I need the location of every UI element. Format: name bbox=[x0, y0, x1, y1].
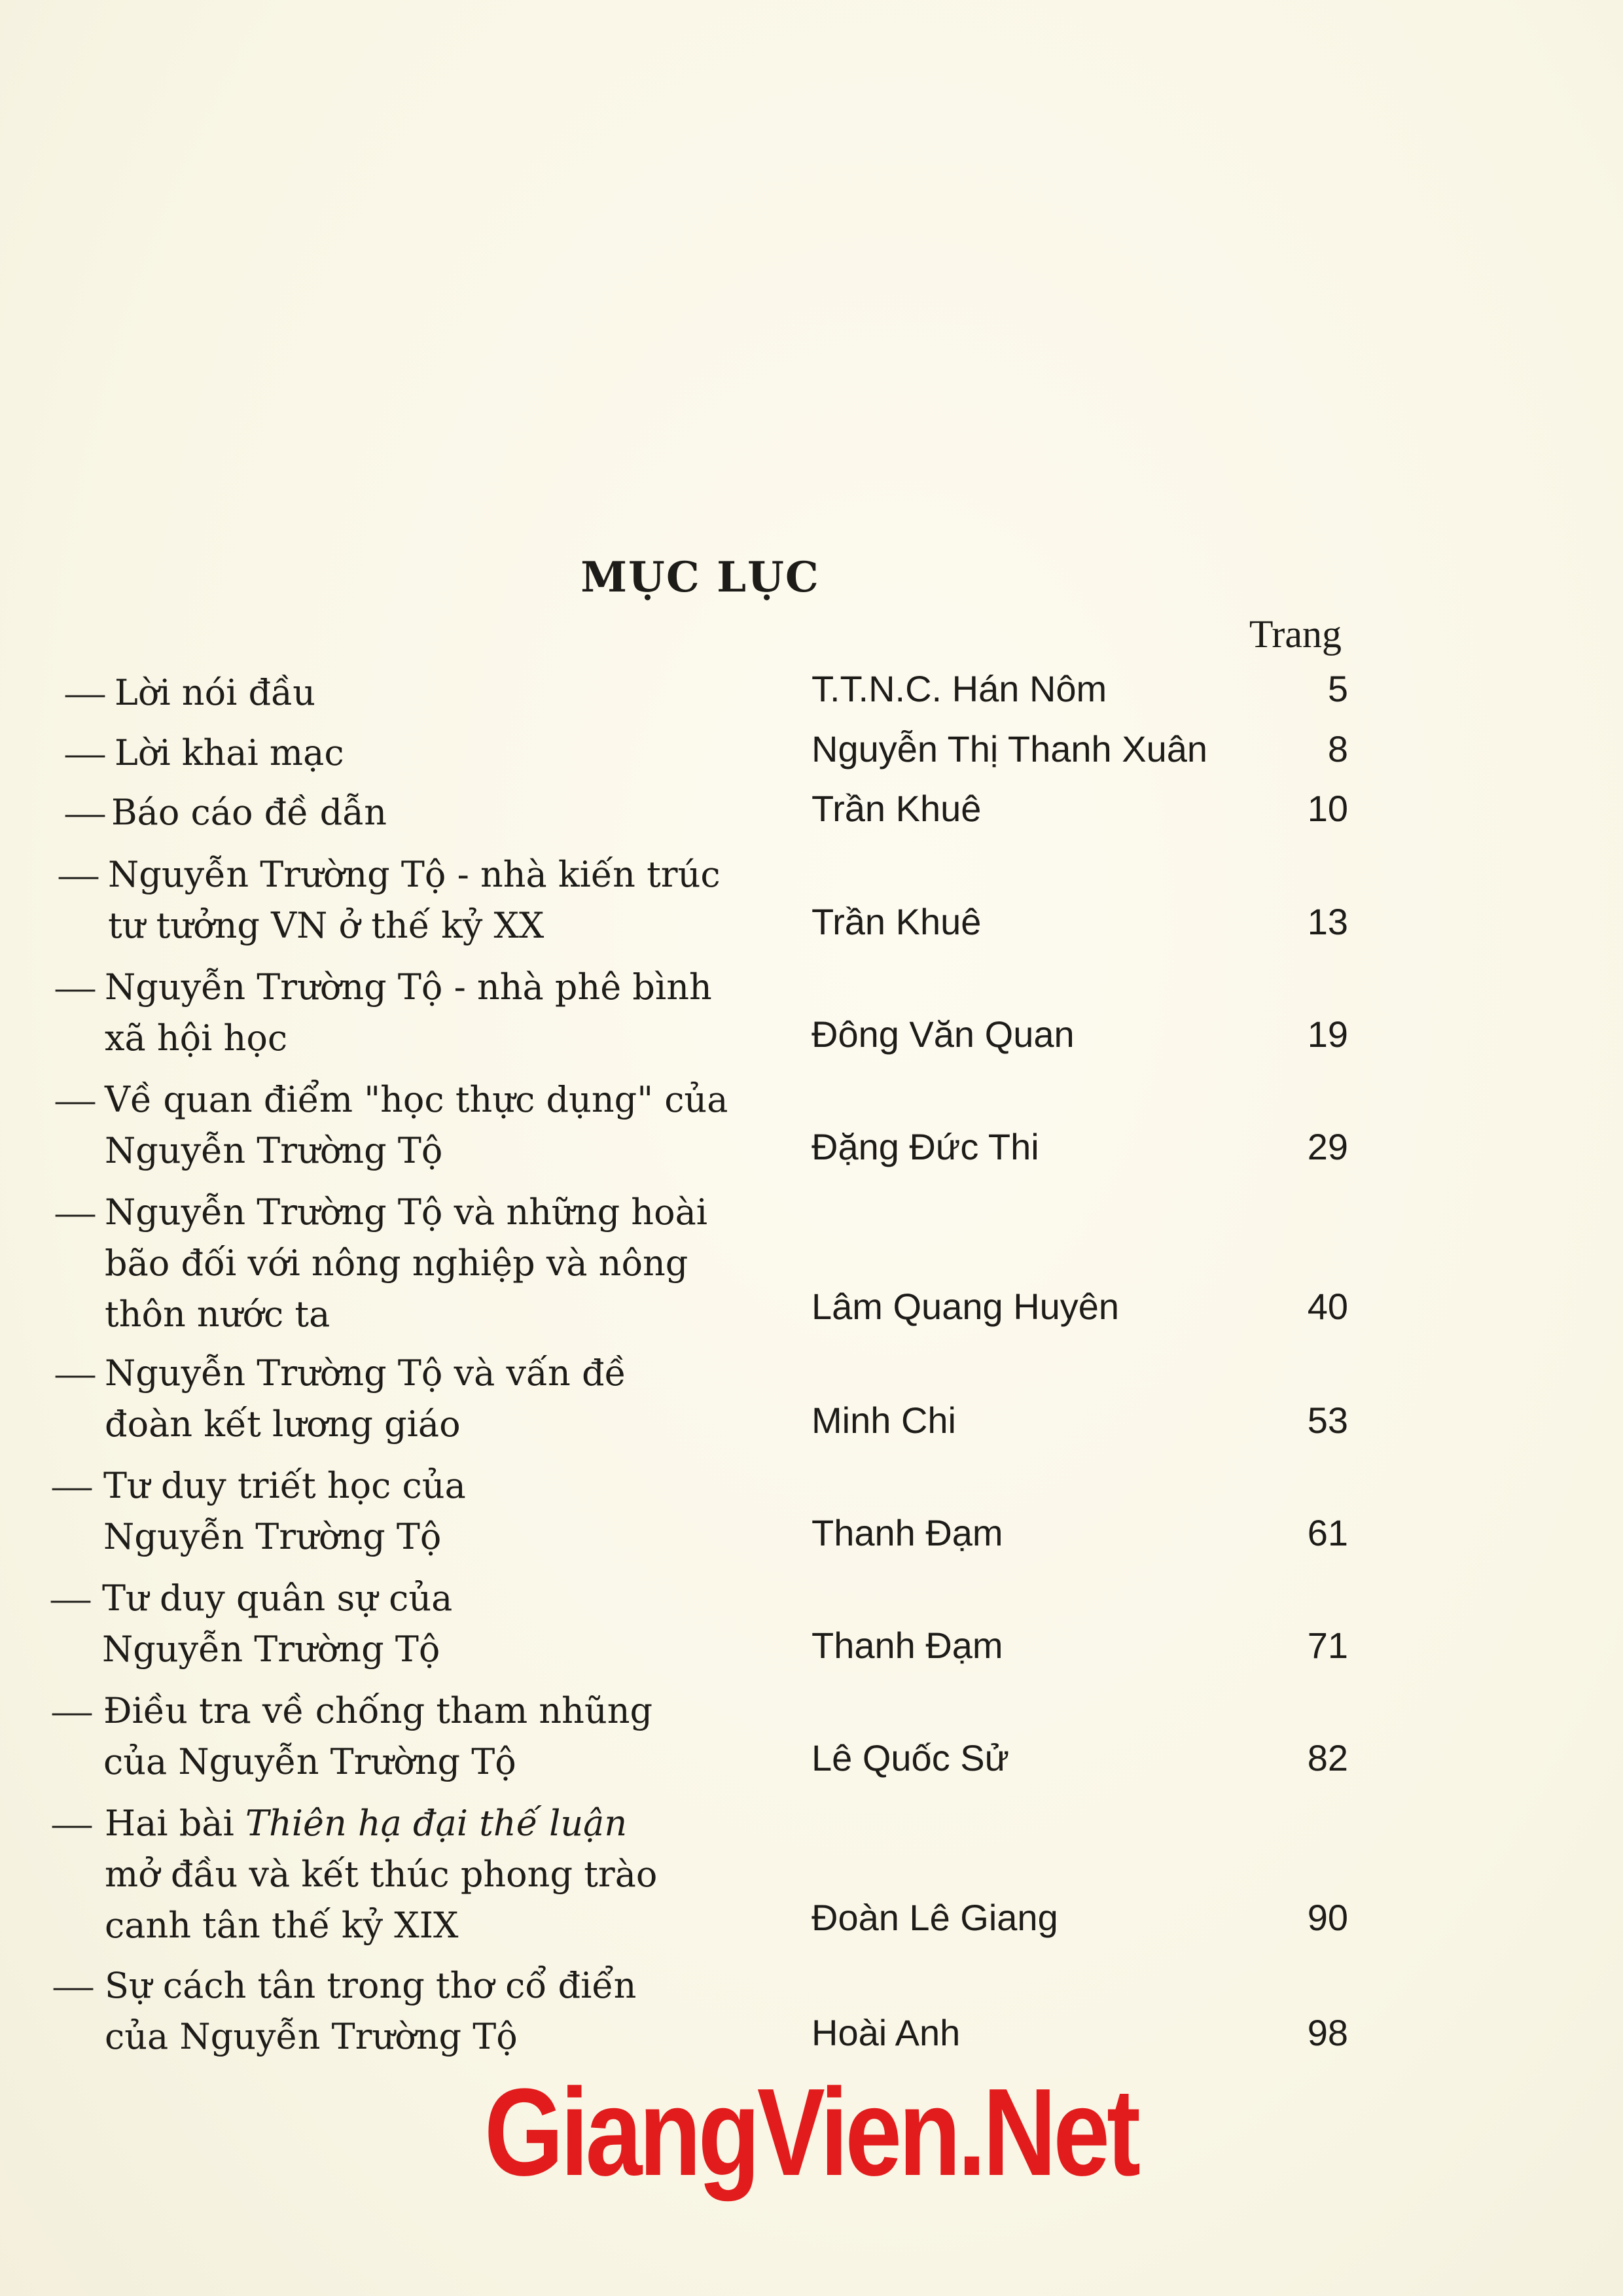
entry-title-line: bão đối với nông nghiệp và nông bbox=[105, 1243, 688, 1284]
entry-title-line: Nguyễn Trường Tộ bbox=[102, 1629, 440, 1670]
entry-title-line: canh tân thế kỷ XIX bbox=[105, 1905, 459, 1946]
entry-page-number: 19 bbox=[1307, 1014, 1348, 1055]
entry-author: T.T.N.C. Hán Nôm bbox=[812, 668, 1107, 709]
entry-title-line: của Nguyễn Trường Tộ bbox=[105, 2016, 518, 2057]
entry-page-number: 5 bbox=[1327, 668, 1348, 709]
entry-title bbox=[115, 667, 821, 718]
entry-dash: — bbox=[65, 731, 105, 774]
entry-title bbox=[115, 728, 821, 779]
entry-dash: — bbox=[56, 965, 95, 1008]
entry-title-line: Báo cáo đề dẫn bbox=[111, 792, 387, 833]
entry-title-line: thôn nước ta bbox=[105, 1294, 330, 1335]
page-column-header: Trang bbox=[1249, 612, 1342, 656]
entry-author: Thanh Đạm bbox=[812, 1512, 1003, 1553]
entry-title bbox=[103, 1460, 810, 1563]
entry-dash: — bbox=[56, 1078, 95, 1121]
entry-page-number: 98 bbox=[1307, 2012, 1348, 2053]
entry-title bbox=[105, 1187, 812, 1340]
entry-title-line: xã hội học bbox=[105, 1017, 288, 1059]
entry-author: Lê Quốc Sử bbox=[812, 1737, 1010, 1778]
entry-title bbox=[105, 1348, 812, 1450]
entry-dash: — bbox=[56, 1190, 95, 1233]
entry-title-line: Nguyễn Trường Tộ - nhà kiến trúc bbox=[108, 854, 721, 895]
entry-title-line: Về quan điểm "học thực dụng" của bbox=[105, 1079, 728, 1120]
entry-dash: — bbox=[52, 1801, 92, 1845]
entry-dash: — bbox=[65, 671, 105, 714]
entry-title-line: Nguyễn Trường Tộ bbox=[105, 1130, 443, 1171]
entry-title-line: của Nguyễn Trường Tộ bbox=[103, 1741, 516, 1782]
entry-page-number: 82 bbox=[1307, 1737, 1348, 1778]
entry-title bbox=[103, 1686, 810, 1788]
entry-page-number: 90 bbox=[1307, 1897, 1348, 1938]
entry-page-number: 8 bbox=[1327, 728, 1348, 769]
entry-dash: — bbox=[52, 1689, 92, 1732]
entry-title-line: Lời khai mạc bbox=[115, 732, 344, 773]
entry-dash: — bbox=[59, 853, 98, 896]
entry-page-number: 53 bbox=[1307, 1400, 1348, 1441]
entry-title-text: Hai bài bbox=[105, 1803, 245, 1844]
entry-author: Hoài Anh bbox=[812, 2012, 961, 2053]
entry-page-number: 40 bbox=[1307, 1286, 1348, 1327]
entry-title-line: mở đầu và kết thúc phong trào bbox=[105, 1854, 658, 1895]
entry-author: Nguyễn Thị Thanh Xuân bbox=[812, 728, 1208, 769]
entry-author: Thanh Đạm bbox=[812, 1625, 1003, 1666]
entry-dash: — bbox=[51, 1576, 90, 1619]
entry-title bbox=[102, 1573, 809, 1675]
entry-dash: — bbox=[54, 1964, 93, 2007]
entry-title-line bbox=[105, 1798, 812, 1849]
entry-page-number: 71 bbox=[1307, 1625, 1348, 1666]
entry-page-number: 13 bbox=[1307, 901, 1348, 942]
entry-title bbox=[105, 1798, 812, 1951]
entry-title-line: Sự cách tân trong thơ cổ điển bbox=[105, 1965, 637, 2006]
entry-author: Đặng Đức Thi bbox=[812, 1126, 1039, 1167]
entry-title-italic: Thiên hạ đại thế luận bbox=[245, 1803, 628, 1844]
entry-page-number: 61 bbox=[1307, 1512, 1348, 1553]
entry-title-line: Nguyễn Trường Tộ bbox=[103, 1516, 442, 1557]
entry-title-line: Tư duy triết học của bbox=[103, 1465, 466, 1506]
entry-dash: — bbox=[65, 790, 105, 834]
entry-title-line: Lời nói đầu bbox=[115, 672, 315, 713]
entry-title bbox=[108, 849, 815, 951]
entry-author: Đoàn Lê Giang bbox=[812, 1897, 1058, 1938]
page-title: MỤC LỤC bbox=[580, 553, 820, 602]
entry-author: Trần Khuê bbox=[812, 901, 982, 942]
entry-author: Trần Khuê bbox=[812, 788, 982, 829]
entry-title bbox=[105, 962, 812, 1064]
entry-title bbox=[105, 1960, 812, 2062]
entry-title-line: Nguyễn Trường Tộ và những hoài bbox=[105, 1192, 708, 1233]
entry-title bbox=[105, 1074, 812, 1176]
entry-author: Đông Văn Quan bbox=[812, 1014, 1075, 1055]
entry-author: Lâm Quang Huyên bbox=[812, 1286, 1120, 1327]
entry-page-number: 29 bbox=[1307, 1126, 1348, 1167]
entry-author: Minh Chi bbox=[812, 1400, 956, 1441]
entry-page-number: 10 bbox=[1307, 788, 1348, 829]
entry-title-line: Điều tra về chống tham nhũng bbox=[103, 1690, 653, 1731]
entry-title-line: Tư duy quân sự của bbox=[102, 1578, 453, 1619]
entry-dash: — bbox=[52, 1464, 92, 1507]
entry-title-line: đoàn kết lương giáo bbox=[105, 1404, 461, 1445]
entry-title-line: Nguyễn Trường Tộ và vấn đề bbox=[105, 1352, 626, 1394]
entry-dash: — bbox=[56, 1351, 95, 1394]
watermark: GiangVien.Net bbox=[484, 2063, 1138, 2202]
entry-title-line: tư tưởng VN ở thế kỷ XX bbox=[108, 905, 544, 946]
entry-title bbox=[111, 787, 818, 838]
entry-title-line: Nguyễn Trường Tộ - nhà phê bình bbox=[105, 966, 712, 1008]
